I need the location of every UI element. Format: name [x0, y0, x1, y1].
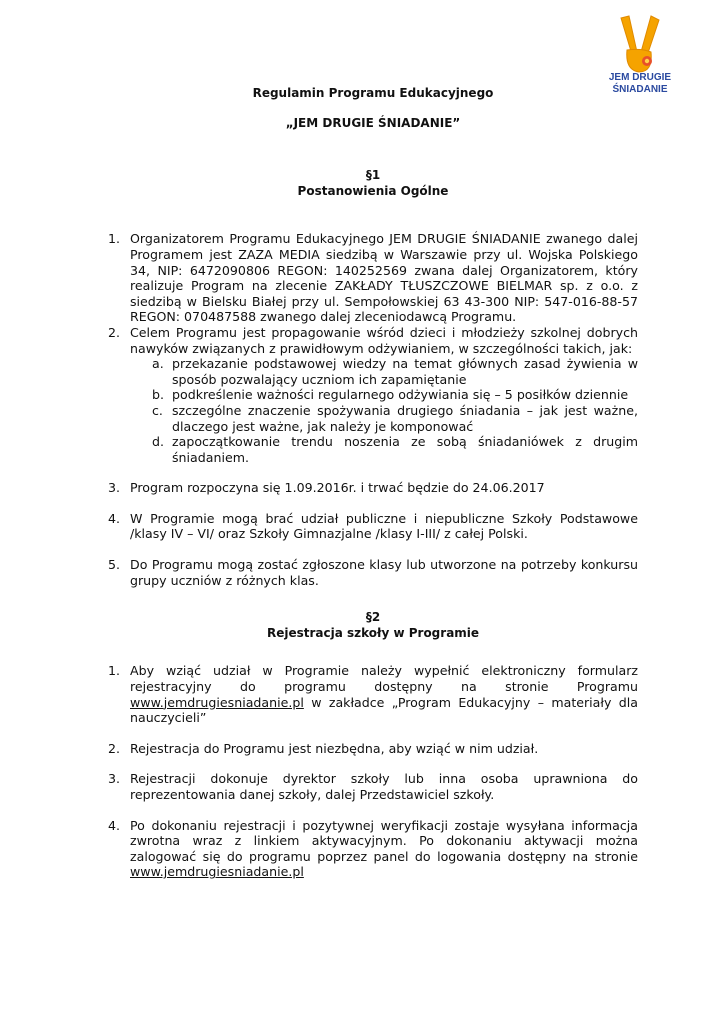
website-link[interactable]: www.jemdrugiesniadanie.pl: [130, 864, 304, 880]
logo-line2: ŚNIADANIE: [612, 84, 668, 95]
item-number: 4.: [108, 510, 121, 526]
section-2-number: §2: [365, 610, 381, 625]
s1-subitem-b: [108, 387, 638, 403]
item-text: Rejestracja do Programu jest niezbędna, aby wziąć w nim udział.: [130, 740, 539, 756]
s1-subitem-a: [108, 356, 638, 387]
item-number: 3.: [108, 480, 121, 496]
subitem-letter: c.: [152, 402, 163, 418]
s1-item-2: [108, 325, 638, 356]
program-name: „JEM DRUGIE ŚNIADANIE”: [285, 115, 461, 130]
subitem-text: szczególne znaczenie spożywania drugiego śniadania – jak jest ważne, dlaczego jest ważne, jak należy je komponować: [172, 402, 638, 434]
item-text: Do Programu mogą zostać zgłoszone klasy lub utworzone na potrzeby konkursu grupy uczniów z różnych klas.: [130, 557, 638, 588]
s2-item-3: [108, 771, 638, 802]
subitem-letter: d.: [152, 434, 164, 450]
logo-line1: JEM DRUGIE: [608, 72, 672, 83]
s2-item-2: [108, 741, 638, 757]
item-text-before: Po dokonaniu rejestracji i pozytywnej weryfikacji zostaje wysyłana informacja zwrotna wraz z linkiem aktywacyjnym. Po dokonaniu aktywacji można zalogować się do programu poprzez panel do logowania dostępny na stronie: [130, 817, 638, 864]
s2-item-4: [108, 818, 638, 880]
subitem-letter: a.: [152, 356, 164, 372]
section-2-title: Rejestracja szkoły w Programie: [266, 625, 480, 640]
item-number: 2.: [108, 324, 121, 340]
subitem-text: przekazanie podstawowej wiedzy na temat głównych zasad żywienia w sposób pozwalający uczniom ich zapamiętanie: [172, 356, 638, 387]
item-number: 4.: [108, 817, 121, 833]
s1-item-1: [108, 231, 638, 325]
section-1-title: Postanowienia Ogólne: [297, 183, 449, 198]
item-text: Celem Programu jest propagowanie wśród dzieci i młodzieży szkolnej dobrych nawyków związanych z prawidłowym odżywianiem, w szczególności takich, jak:: [130, 324, 638, 356]
subitem-letter: b.: [152, 387, 164, 403]
item-text: Organizatorem Programu Edukacyjnego JEM DRUGIE ŚNIADANIE zwanego dalej Programem jest ZAZA MEDIA siedzibą w Warszawie przy ul. Wojska Polskiego 34, NIP: 6472090806 REGON: 140252569 zwana dalej Organizatorem, który realizuje Program na zlecenie ZAKŁADY TŁUSZCZOWE BIELMAR sp. z o.o. z siedzibą w Bielsku Białej przy ul. Sempołowskiej 63 43-300 NIP: 547-016-88-57 REGON: 070487588 zwanego dalej zleceniodawcą Programu.: [130, 231, 638, 325]
item-text: Rejestracji dokonuje dyrektor szkoły lub inna osoba uprawniona do reprezentowania danej szkoły, dalej Przedstawiciel szkoły.: [130, 771, 638, 802]
s2-item-1: [108, 663, 638, 725]
s1-item-5: [108, 557, 638, 588]
item-text-after: w zakładce „Program Edukacyjny – materiały dla nauczycieli”: [130, 694, 638, 726]
item-text: Program rozpoczyna się 1.09.2016r. i trwać będzie do 24.06.2017: [130, 480, 545, 496]
website-link[interactable]: www.jemdrugiesniadanie.pl: [130, 694, 304, 710]
item-text: W Programie mogą brać udział publiczne i niepubliczne Szkoły Podstawowe /klasy IV – VI/ oraz Szkoły Gimnazjalne /klasy I-III/ z całej Polski.: [130, 510, 638, 542]
s1-subitem-d: [108, 434, 638, 465]
item-number: 3.: [108, 771, 121, 787]
item-number: 1.: [108, 663, 121, 679]
item-text-before: Aby wziąć udział w Programie należy wypełnić elektroniczny formularz rejestracyjny do programu dostępny na stronie Programu: [130, 663, 638, 695]
item-number: 1.: [108, 231, 121, 247]
s1-subitem-c: [108, 403, 638, 434]
section-1-number: §1: [365, 168, 381, 183]
document-title: Regulamin Programu Edukacyjnego: [252, 86, 494, 100]
victory-hand-icon: [621, 16, 659, 72]
item-number: 5.: [108, 557, 121, 573]
subitem-text: zapoczątkowanie trendu noszenia ze sobą śniadaniówek z drugim śniadaniem.: [172, 434, 638, 465]
s1-item-3: [108, 480, 638, 496]
item-number: 2.: [108, 740, 121, 756]
subitem-text: podkreślenie ważności regularnego odżywiania się – 5 posiłków dziennie: [172, 387, 629, 403]
document-body: [108, 86, 638, 880]
s1-item-4: [108, 511, 638, 542]
